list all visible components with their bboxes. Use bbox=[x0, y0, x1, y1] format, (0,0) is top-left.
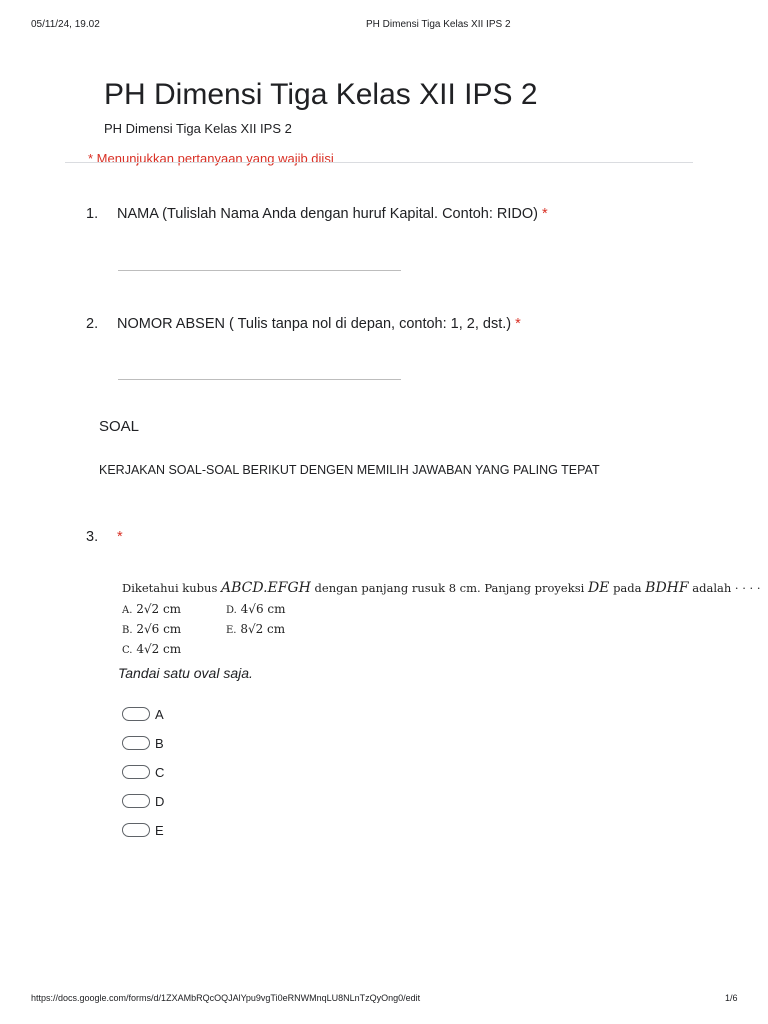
question-number: 1. bbox=[86, 206, 99, 222]
oval-radio[interactable] bbox=[122, 823, 150, 837]
choice-label: D bbox=[155, 793, 165, 809]
problem-option-c: C. 4√2 cm bbox=[122, 642, 182, 656]
print-doc-title: PH Dimensi Tiga Kelas XII IPS 2 bbox=[366, 19, 511, 30]
choice-d[interactable] bbox=[122, 792, 164, 810]
choice-label: A bbox=[155, 706, 164, 722]
question-text: NOMOR ABSEN ( Tulis tanpa nol di depan, contoh: 1, 2, dst.) bbox=[117, 316, 512, 332]
problem-option-a: A. 2√2 cm bbox=[122, 602, 182, 616]
problem-option-b: B. 2√6 cm bbox=[122, 622, 182, 636]
choice-label: C bbox=[155, 764, 165, 780]
print-url: https://docs.google.com/forms/d/1ZXAMbRQcOQJAlYpu9vgTi0eRNWMnqLU8NLnTzQyOng0/edit bbox=[31, 993, 421, 1003]
required-mark: * bbox=[542, 206, 548, 222]
answer-hint: Tandai satu oval saja. bbox=[118, 665, 253, 681]
section-description: KERJAKAN SOAL-SOAL BERIKUT DENGEN MEMILIH JAWABAN YANG PALING TEPAT bbox=[99, 463, 600, 477]
problem-options bbox=[122, 599, 761, 659]
choice-a[interactable] bbox=[122, 705, 164, 723]
required-mark: * bbox=[117, 529, 123, 545]
choice-e[interactable] bbox=[122, 821, 164, 839]
print-page-number: 1/6 bbox=[725, 993, 738, 1003]
question-3 bbox=[86, 529, 123, 545]
oval-radio[interactable] bbox=[122, 707, 150, 721]
problem-image bbox=[122, 580, 761, 659]
nama-answer-field[interactable] bbox=[118, 270, 401, 271]
header-divider bbox=[65, 162, 693, 163]
question-nomor-absen bbox=[86, 316, 521, 332]
choice-label: B bbox=[155, 735, 164, 751]
question-nama bbox=[86, 206, 548, 222]
nomor-absen-answer-field[interactable] bbox=[118, 379, 401, 380]
question-number: 3. bbox=[86, 529, 99, 545]
form-title: PH Dimensi Tiga Kelas XII IPS 2 bbox=[104, 78, 538, 111]
problem-statement: Diketahui kubus ABCD.EFGH dengan panjang rusuk 8 cm. Panjang proyeksi DE pada BDHF adalah · · · · bbox=[122, 580, 761, 596]
problem-option-e: E. 8√2 cm bbox=[226, 622, 286, 636]
oval-radio[interactable] bbox=[122, 794, 150, 808]
choice-label: E bbox=[155, 822, 164, 838]
required-mark: * bbox=[515, 316, 521, 332]
question-number: 2. bbox=[86, 316, 99, 332]
oval-radio[interactable] bbox=[122, 736, 150, 750]
section-title: SOAL bbox=[99, 418, 140, 435]
form-description: PH Dimensi Tiga Kelas XII IPS 2 bbox=[104, 121, 292, 136]
choice-b[interactable] bbox=[122, 734, 164, 752]
choice-c[interactable] bbox=[122, 763, 164, 781]
problem-option-d: D. 4√6 cm bbox=[226, 602, 286, 616]
required-note: * Menunjukkan pertanyaan yang wajib diisi bbox=[88, 151, 334, 166]
print-datetime: 05/11/24, 19.02 bbox=[31, 19, 100, 30]
question-text: NAMA (Tulislah Nama Anda dengan huruf Kapital. Contoh: RIDO) bbox=[117, 206, 538, 222]
oval-radio[interactable] bbox=[122, 765, 150, 779]
